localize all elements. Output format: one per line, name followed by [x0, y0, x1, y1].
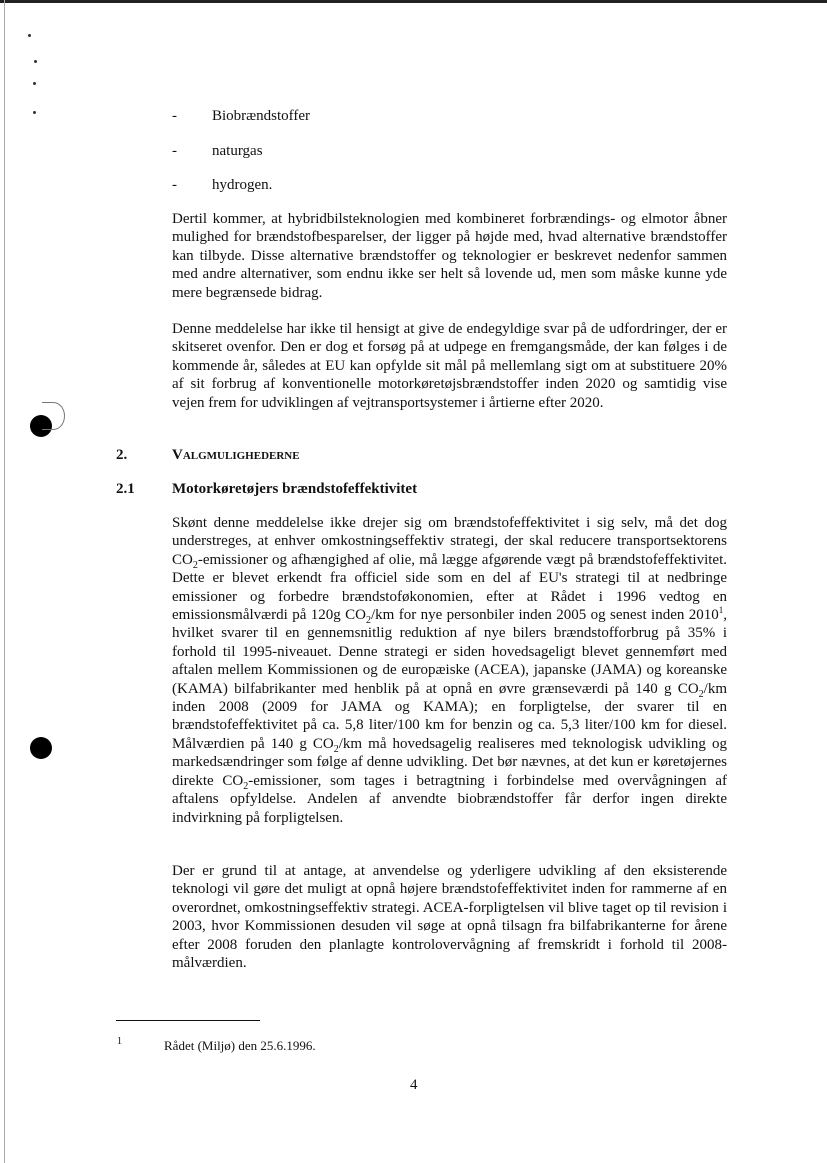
bullet-text: Biobrændstoffer	[212, 108, 311, 124]
scan-speck	[33, 82, 36, 85]
page-number: 4	[410, 1077, 418, 1093]
bullet-dash: -	[172, 108, 177, 124]
paragraph: Der er grund til at antage, at anvendelse og yderligere udvikling af den eksisterende teknologi vil gøre det muligt at opnå højere brændstofeffektivitet inden for rammerne af en overordnet, omkostningseffektiv strategi. ACEA-forpligtelsen vil blive taget op til revision i 2003, hvor Kommissionen desuden vil søge at opnå tilsagn fra bilfabrikanterne for årene efter 2008 foruden den planlagte kontrolovervågning af fremskridt i forhold til 2008-målværdien.	[172, 863, 727, 972]
scan-speck	[33, 111, 36, 114]
scan-speck	[28, 34, 31, 37]
bullet-dash: -	[172, 177, 177, 193]
subsection-title: Motorkøretøjers brændstofeffektivitet	[172, 481, 418, 497]
scan-edge-top	[0, 0, 827, 3]
section-number: 2.	[116, 447, 128, 463]
paragraph	[172, 514, 727, 827]
paragraph-text: Skønt denne meddelelse ikke drejer sig om brændstofeffektivitet i sig selv, må det dog understreges, at enhver omkostningseffektiv strategi, der skal reducere transportsektorens CO	[172, 515, 727, 568]
scan-speck	[34, 60, 37, 63]
footnote-rule	[116, 1020, 260, 1021]
bullet-dash: -	[172, 143, 177, 159]
footnote-mark: 1	[117, 1036, 122, 1047]
paragraph: Dertil kommer, at hybridbilsteknologien med kombineret forbrændings- og elmotor åbner mulighed for brændstofbesparelser, der ligger på højde med, hvad alternative brændstoffer kan tilbyde. Disse alternative brændstoffer og teknologier er beskrevet nedenfor sammen med andre alternativer, som endnu ikke ser helt så lovende ud, men som måske kunne yde mere begrænsede bidrag.	[172, 211, 727, 301]
subscript: 2	[333, 743, 339, 755]
footnote-text: Rådet (Miljø) den 25.6.1996.	[164, 1038, 316, 1053]
paragraph: Denne meddelelse har ikke til hensigt at give de endegyldige svar på de udfordringer, der er skitseret ovenfor. Den er dog et forsøg på at udpege en fremgangsmåde, der kan følges i de kommende år, således at EU kan opfylde sit mål på mellemlang sigt om at substituere 20% af sit forbrug af konventionelle motorkøretøjsbrændstoffer inden 2020 og samtidig vise vejen frem for udviklingen af vejtransportsystemer i årtierne efter 2020.	[172, 321, 727, 411]
paragraph-text: , hvilket svarer til en gennemsnitlig reduktion af nye bilers brændstofforbrug på 35% i forhold til 1995-niveauet. Denne strategi er siden hovedsageligt blevet gennemført med aftalen mellem Kommissionen og de europæiske (ACEA), japanske (JAMA) og koreanske (KAMA) bilfabrikanter med henblik på at opnå en øvre grænseværdi på 140 g CO	[172, 607, 727, 697]
paragraph-text: /km for nye personbiler inden 2005 og senest inden 2010	[371, 607, 719, 624]
paragraph-text: /km inden 2008 (2009 for JAMA og KAMA); en forpligtelse, der svarer til en brændstofeffektivitet på ca. 5,8 liter/100 km for benzin og ca. 5,3 liter/100 km for diesel. Målværdien på 140 g CO	[172, 680, 727, 752]
subscript: 2	[243, 780, 249, 792]
subscript: 2	[698, 688, 704, 700]
section-title: Valgmulighederne	[172, 447, 300, 463]
paragraph-text: /km må hovedsagelig realiseres med teknologisk udvikling og markedsændringer som følge af denne udvikling. Det bør nævnes, at det kun er køretøjernes direkte CO	[172, 735, 728, 789]
scan-edge-left	[4, 0, 5, 1163]
subscript: 2	[192, 559, 198, 571]
punch-hole	[30, 737, 52, 759]
bullet-text: naturgas	[212, 143, 263, 159]
subsection-number: 2.1	[116, 481, 135, 497]
subscript: 2	[366, 615, 371, 627]
paragraph-text: -emissioner og afhængighed af olie, må lægge afgørende vægt på brændstofeffektivitet. Dette er blevet erkendt fra officiel side som en del af EU's strategi til at nedbringe emissioner og forbedre brændstoføkonomien, efter at Rådet i 1996 vedtog en emissionsmålværdi på 120g CO	[172, 551, 727, 624]
punch-hole-arc	[42, 402, 65, 430]
bullet-text: hydrogen.	[212, 177, 273, 193]
footnote-ref: 1	[718, 605, 724, 616]
paragraph-text: -emissioner, som tages i betragtning i forbindelse med overvågningen af aftalens opfyldelse. Andelen af anvendte biobrændstoffer får derfor ingen direkte indvirkning på forpligtelsen.	[172, 772, 727, 826]
